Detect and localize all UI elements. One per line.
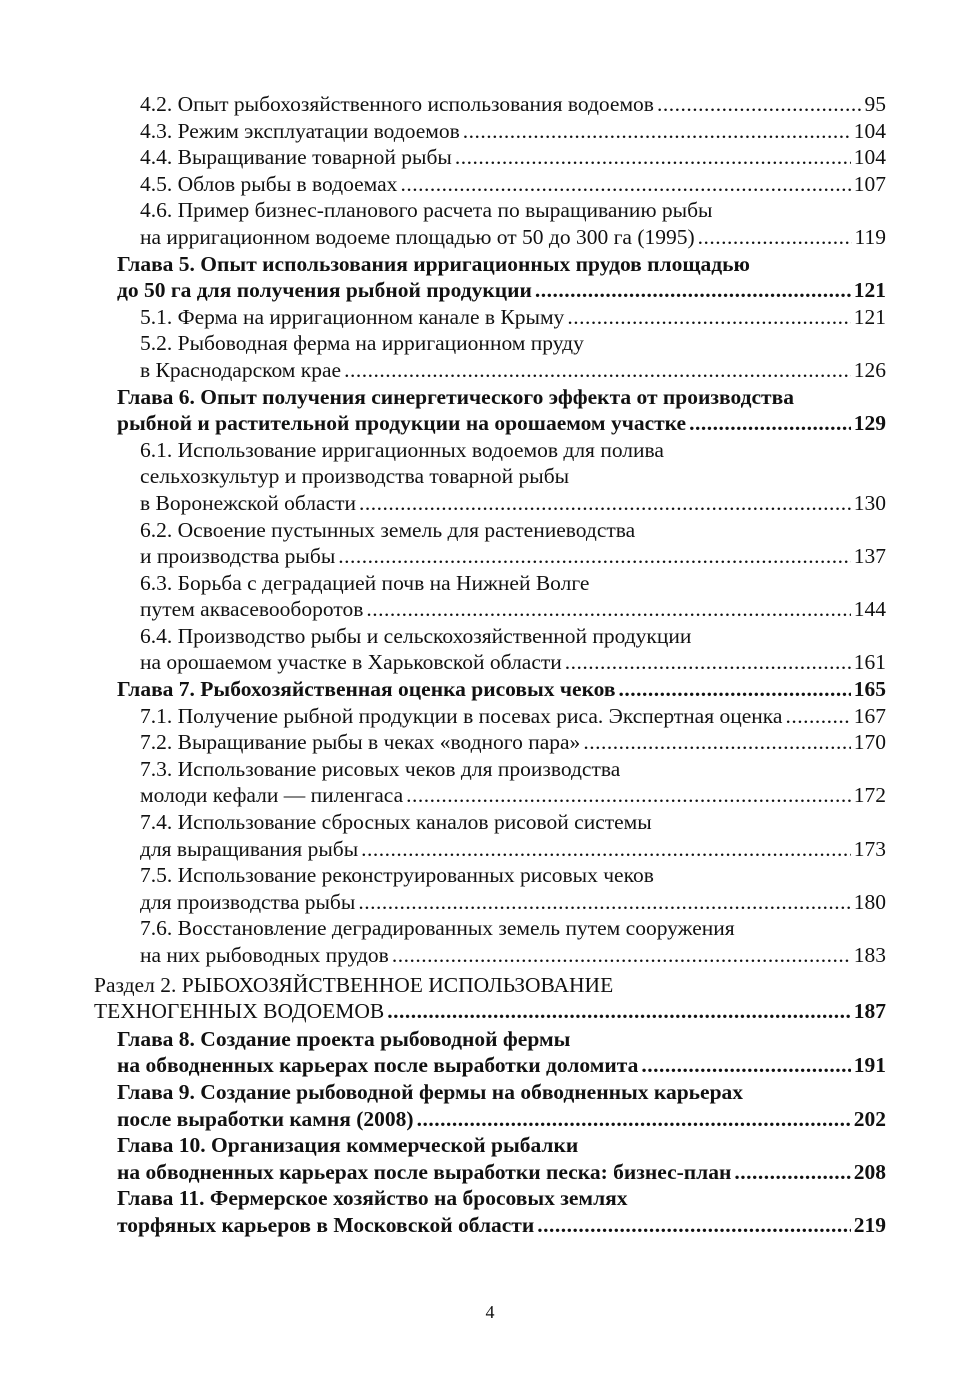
- toc-page-number: 104: [853, 145, 886, 170]
- toc-line: [0, 836, 886, 863]
- toc-entry-title: Раздел 2. РЫБОХОЗЯЙСТВЕННОЕ ИСПОЛЬЗОВАНИЕ: [94, 972, 614, 997]
- toc-line: [0, 703, 886, 730]
- toc-entry-title: до 50 га для получения рыбной продукции: [117, 278, 532, 303]
- dot-leader: [734, 1159, 850, 1186]
- toc-subsection[interactable]: [0, 144, 980, 171]
- table-of-contents: [0, 91, 980, 1239]
- toc-line: [0, 596, 886, 623]
- toc-entry-title: 7.4. Использование сбросных каналов рисовой системы: [140, 810, 652, 835]
- toc-page-number: 104: [853, 118, 886, 143]
- toc-line: [0, 809, 886, 836]
- toc-page-number: 119: [854, 224, 886, 249]
- dot-leader: [785, 703, 850, 730]
- toc-line: [0, 1132, 886, 1159]
- toc-line: [0, 1212, 886, 1239]
- toc-line: [0, 570, 886, 597]
- toc-entry-title: 5.1. Ферма на ирригационном канале в Крыму: [140, 304, 565, 329]
- toc-chapter[interactable]: [0, 251, 980, 304]
- toc-page-number: 180: [853, 889, 886, 914]
- toc-entry-title: Глава 11. Фермерское хозяйство на бросовых землях: [117, 1186, 628, 1211]
- toc-entry-title: и производства рыбы: [140, 544, 336, 569]
- toc-line: [0, 1185, 886, 1212]
- toc-subsection[interactable]: [0, 623, 980, 676]
- dot-leader: [387, 998, 851, 1025]
- dot-leader: [689, 410, 851, 437]
- toc-line: [0, 623, 886, 650]
- toc-entry-title: 7.6. Восстановление деградированных земель путем сооружения: [140, 916, 735, 941]
- dot-leader: [358, 889, 850, 916]
- dot-leader: [361, 836, 851, 863]
- toc-subsection[interactable]: [0, 171, 980, 198]
- toc-subsection[interactable]: [0, 330, 980, 383]
- toc-entry-title: 7.1. Получение рыбной продукции в посевах риса. Экспертная оценка: [140, 703, 783, 728]
- toc-line: [0, 91, 886, 118]
- toc-entry-title: на обводненных карьерах после выработки доломита: [117, 1053, 639, 1078]
- toc-line: [0, 330, 886, 357]
- toc-line: [0, 277, 886, 304]
- toc-subsection[interactable]: [0, 756, 980, 809]
- toc-line: [0, 197, 886, 224]
- dot-leader: [619, 676, 851, 703]
- toc-line: [0, 998, 886, 1025]
- toc-page-number: 172: [853, 783, 886, 808]
- toc-entry-title: 7.3. Использование рисовых чеков для производства: [140, 756, 621, 781]
- toc-entry-title: рыбной и растительной продукции на орошаемом участке: [117, 411, 687, 436]
- toc-line: [0, 942, 886, 969]
- toc-entry-title: 7.5. Использование реконструированных рисовых чеков: [140, 863, 654, 888]
- toc-line: [0, 171, 886, 198]
- dot-leader: [583, 729, 850, 756]
- toc-entry-title: Глава 6. Опыт получения синергетического эффекта от производства: [117, 384, 794, 409]
- toc-entry-title: Глава 9. Создание рыбоводной фермы на обводненных карьерах: [117, 1079, 744, 1104]
- toc-subsection[interactable]: [0, 729, 980, 756]
- toc-page-number: 170: [853, 730, 886, 755]
- toc-entry-title: 6.4. Производство рыбы и сельскохозяйственной продукции: [140, 623, 692, 648]
- toc-line: [0, 357, 886, 384]
- toc-line: [0, 729, 886, 756]
- toc-entry-title: для производства рыбы: [140, 889, 356, 914]
- toc-line: [0, 410, 886, 437]
- dot-leader: [657, 91, 862, 118]
- dot-leader: [366, 596, 850, 623]
- toc-entry-title: Глава 10. Организация коммерческой рыбалки: [117, 1133, 579, 1158]
- toc-line: [0, 144, 886, 171]
- toc-page-number: 173: [853, 836, 886, 861]
- toc-entry-title: для выращивания рыбы: [140, 836, 359, 861]
- toc-entry-title: Глава 8. Создание проекта рыбоводной фермы: [117, 1026, 571, 1051]
- toc-entry-title: 6.1. Использование ирригационных водоемов для полива: [140, 437, 664, 462]
- toc-page-number: 187: [853, 999, 886, 1024]
- toc-page-number: 137: [853, 544, 886, 569]
- toc-entry-title: Глава 7. Рыбохозяйственная оценка рисовых чеков: [117, 677, 616, 702]
- toc-line: [0, 915, 886, 942]
- toc-entry-title: Глава 5. Опыт использования ирригационных прудов площадью: [117, 251, 750, 276]
- toc-entry-title: 6.3. Борьба с деградацией почв на Нижней Волге: [140, 570, 590, 595]
- toc-subsection[interactable]: [0, 517, 980, 570]
- toc-page-number: 130: [853, 490, 886, 515]
- toc-subsection[interactable]: [0, 570, 980, 623]
- toc-entry-title: на обводненных карьерах после выработки песка: бизнес-план: [117, 1159, 732, 1184]
- toc-line: [0, 676, 886, 703]
- dot-leader: [338, 543, 850, 570]
- dot-leader: [417, 1106, 851, 1133]
- toc-entry-title: 4.3. Режим эксплуатации водоемов: [140, 118, 460, 143]
- toc-page-number: 208: [853, 1159, 886, 1184]
- toc-chapter[interactable]: [0, 1132, 980, 1185]
- toc-page-number: 126: [853, 357, 886, 382]
- toc-line: [0, 782, 886, 809]
- toc-page-number: 121: [853, 278, 886, 303]
- toc-subsection[interactable]: [0, 809, 980, 862]
- toc-section[interactable]: [0, 972, 980, 1025]
- toc-entry-title: ТЕХНОГЕННЫХ ВОДОЕМОВ: [94, 999, 385, 1024]
- toc-subsection[interactable]: [0, 703, 980, 730]
- toc-chapter[interactable]: [0, 1185, 980, 1238]
- dot-leader: [400, 171, 850, 198]
- toc-line: [0, 972, 886, 999]
- toc-chapter[interactable]: [0, 676, 980, 703]
- toc-entry-title: 4.4. Выращивание товарной рыбы: [140, 145, 452, 170]
- dot-leader: [463, 118, 851, 145]
- toc-line: [0, 118, 886, 145]
- toc-line: [0, 889, 886, 916]
- toc-entry-title: 6.2. Освоение пустынных земель для растениеводства: [140, 517, 636, 542]
- dot-leader: [537, 1212, 850, 1239]
- toc-subsection[interactable]: [0, 304, 980, 331]
- dot-leader: [641, 1052, 850, 1079]
- toc-entry-title: на орошаемом участке в Харьковской области: [140, 650, 562, 675]
- toc-entry-title: путем аквасевооборотов: [140, 597, 364, 622]
- toc-line: [0, 224, 886, 251]
- toc-line: [0, 649, 886, 676]
- dot-leader: [455, 144, 851, 171]
- toc-entry-title: 5.2. Рыбоводная ферма на ирригационном пруду: [140, 331, 584, 356]
- toc-page-number: 191: [853, 1053, 886, 1078]
- toc-line: [0, 756, 886, 783]
- toc-line: [0, 1052, 886, 1079]
- toc-line: [0, 490, 886, 517]
- toc-page-number: 107: [853, 171, 886, 196]
- toc-subsection[interactable]: [0, 197, 980, 250]
- toc-page-number: 161: [853, 650, 886, 675]
- toc-line: [0, 304, 886, 331]
- dot-leader: [344, 357, 851, 384]
- toc-entry-title: сельхозкультур и производства товарной рыбы: [140, 464, 570, 489]
- dot-leader: [359, 490, 851, 517]
- dot-leader: [567, 304, 850, 331]
- toc-page-number: 165: [853, 677, 886, 702]
- toc-line: [0, 517, 886, 544]
- toc-chapter[interactable]: [0, 1026, 980, 1079]
- toc-line: [0, 437, 886, 464]
- toc-line: [0, 862, 886, 889]
- toc-entry-title: 4.5. Облов рыбы в водоемах: [140, 171, 398, 196]
- toc-page-number: 121: [853, 304, 886, 329]
- toc-line: [0, 251, 886, 278]
- toc-page-number: 183: [853, 943, 886, 967]
- toc-page-number: 202: [853, 1106, 886, 1131]
- toc-line: [0, 1159, 886, 1186]
- toc-entry-title: молоди кефали — пиленгаса: [140, 783, 404, 808]
- toc-entry-title: 4.6. Пример бизнес-планового расчета по выращиванию рыбы: [140, 198, 713, 223]
- toc-line: [0, 463, 886, 490]
- toc-page-number: 144: [853, 597, 886, 622]
- toc-entry-title: после выработки камня (2008): [117, 1106, 414, 1131]
- toc-subsection[interactable]: [0, 437, 980, 517]
- toc-entry-title: торфяных карьеров в Московской области: [117, 1212, 535, 1237]
- toc-entry-title: 7.2. Выращивание рыбы в чеках «водного пара»: [140, 730, 581, 755]
- page-number: 4: [485, 1302, 495, 1322]
- toc-line: [0, 543, 886, 570]
- toc-subsection[interactable]: [0, 91, 980, 118]
- toc-entry-title: на ирригационном водоеме площадью от 50 до 300 га (1995): [140, 224, 695, 249]
- toc-subsection[interactable]: [0, 118, 980, 145]
- toc-entry-title: в Воронежской области: [140, 490, 357, 515]
- dot-leader: [698, 224, 852, 251]
- toc-entry-title: в Краснодарском крае: [140, 357, 342, 382]
- dot-leader: [406, 782, 851, 809]
- toc-page-number: 129: [853, 411, 886, 436]
- toc-page-number: 167: [853, 703, 886, 728]
- toc-line: [0, 384, 886, 411]
- toc-subsection[interactable]: [0, 862, 980, 915]
- toc-line: [0, 1026, 886, 1053]
- toc-entry-title: 4.2. Опыт рыбохозяйственного использования водоемов: [140, 92, 654, 116]
- toc-chapter[interactable]: [0, 384, 980, 437]
- toc-page-number: 95: [864, 92, 886, 116]
- toc-chapter[interactable]: [0, 1079, 980, 1132]
- toc-page-number: 219: [853, 1212, 886, 1237]
- toc-line: [0, 1106, 886, 1133]
- toc-subsection[interactable]: [0, 915, 980, 968]
- dot-leader: [535, 277, 851, 304]
- toc-entry-title: на них рыбоводных прудов: [140, 943, 389, 967]
- dot-leader: [392, 942, 851, 969]
- toc-line: [0, 1079, 886, 1106]
- dot-leader: [565, 649, 851, 676]
